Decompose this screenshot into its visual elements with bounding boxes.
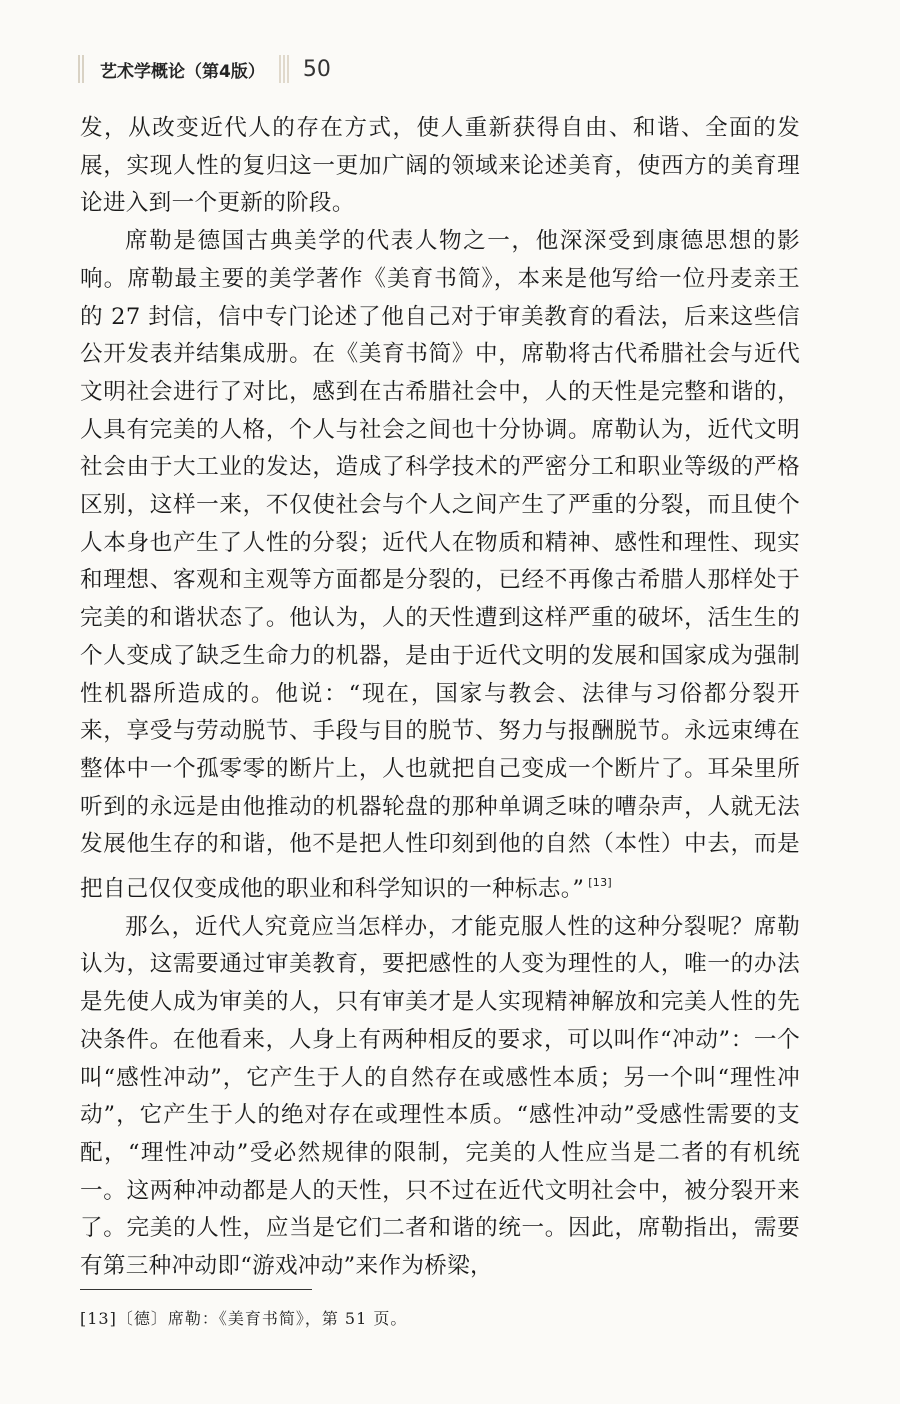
header-separator xyxy=(279,55,289,83)
footnote-divider xyxy=(80,1289,312,1290)
header-decoration xyxy=(78,55,86,83)
paragraph-2 xyxy=(80,223,800,909)
page-number: 50 xyxy=(302,56,331,82)
footnote: [13]〔德〕席勒：《美育书简》，第 51 页。 xyxy=(80,1309,408,1328)
paragraph-1: 发，从改变近代人的存在方式，使人重新获得自由、和谐、全面的发展，实现人性的复归这一更加广阔的领域来论述美育，使西方的美育理论进入到一个更新的阶段。 xyxy=(80,115,800,217)
paragraph-2-text: 席勒是德国古典美学的代表人物之一，他深深受到康德思想的影响。席勒最主要的美学著作《美育书简》，本来是他写给一位丹麦亲王的 27 封信，信中专门论述了他自己对于审美教育的看法，后来这些信公开发表并结集成册。在《美育书简》中，席勒将古代希腊社会与近代文明社会进行了对比，感到在古希腊社会中，人的天性是完整和谐的，人具有完美的人格，个人与社会之间也十分协调。席勒认为，近代文明社会由于大工业的发达，造成了科学技术的严密分工和职业等级的严格区别，这样一来，不仅使社会与个人之间产生了严重的分裂，而且使个人本身也产生了人性的分裂；近代人在物质和精神、感性和理性、现实和理想、客观和主观等方面都是分裂的，已经不再像古希腊人那样处于完美的和谐状态了。他认为，人的天性遭到这样严重的破坏，活生生的个人变成了缺乏生命力的机器，是由于近代文明的发展和国家成为强制性机器所造成的。他说：“现在，国家与教会、法律与习俗都分裂开来，享受与劳动脱节、手段与目的脱节、努力与报酬脱节。永远束缚在整体中一个孤零零的断片上，人也就把自己变成一个断片了。耳朵里所听到的永远是由他推动的机器轮盘的那种单调乏味的嘈杂声，人就无法发展他生存的和谐，他不是把人性印刻到他的自然（本性）中去，而是把自己仅仅变成他的职业和科学知识的一种标志。” xyxy=(80,228,800,903)
running-header xyxy=(78,52,331,86)
footnote-reference: [13] xyxy=(588,876,612,890)
body-text xyxy=(80,110,800,1286)
paragraph-3: 那么，近代人究竟应当怎样办，才能克服人性的这种分裂呢？席勒认为，这需要通过审美教育，要把感性的人变为理性的人，唯一的办法是先使人成为审美的人，只有审美才是人实现精神解放和完美人性的先决条件。在他看来，人身上有两种相反的要求，可以叫作“冲动”：一个叫“感性冲动”，它产生于人的自然存在或感性本质；另一个叫“理性冲动”，它产生于人的绝对存在或理性本质。“感性冲动”受感性需要的支配，“理性冲动”受必然规律的限制，完美的人性应当是二者的有机统一。这两种冲动都是人的天性，只不过在近代文明社会中，被分裂开来了。完美的人性，应当是它们二者和谐的统一。因此，席勒指出，需要有第三种冲动即“游戏冲动”来作为桥梁， xyxy=(80,913,800,1280)
book-title: 艺术学概论（第4版） xyxy=(100,61,265,82)
